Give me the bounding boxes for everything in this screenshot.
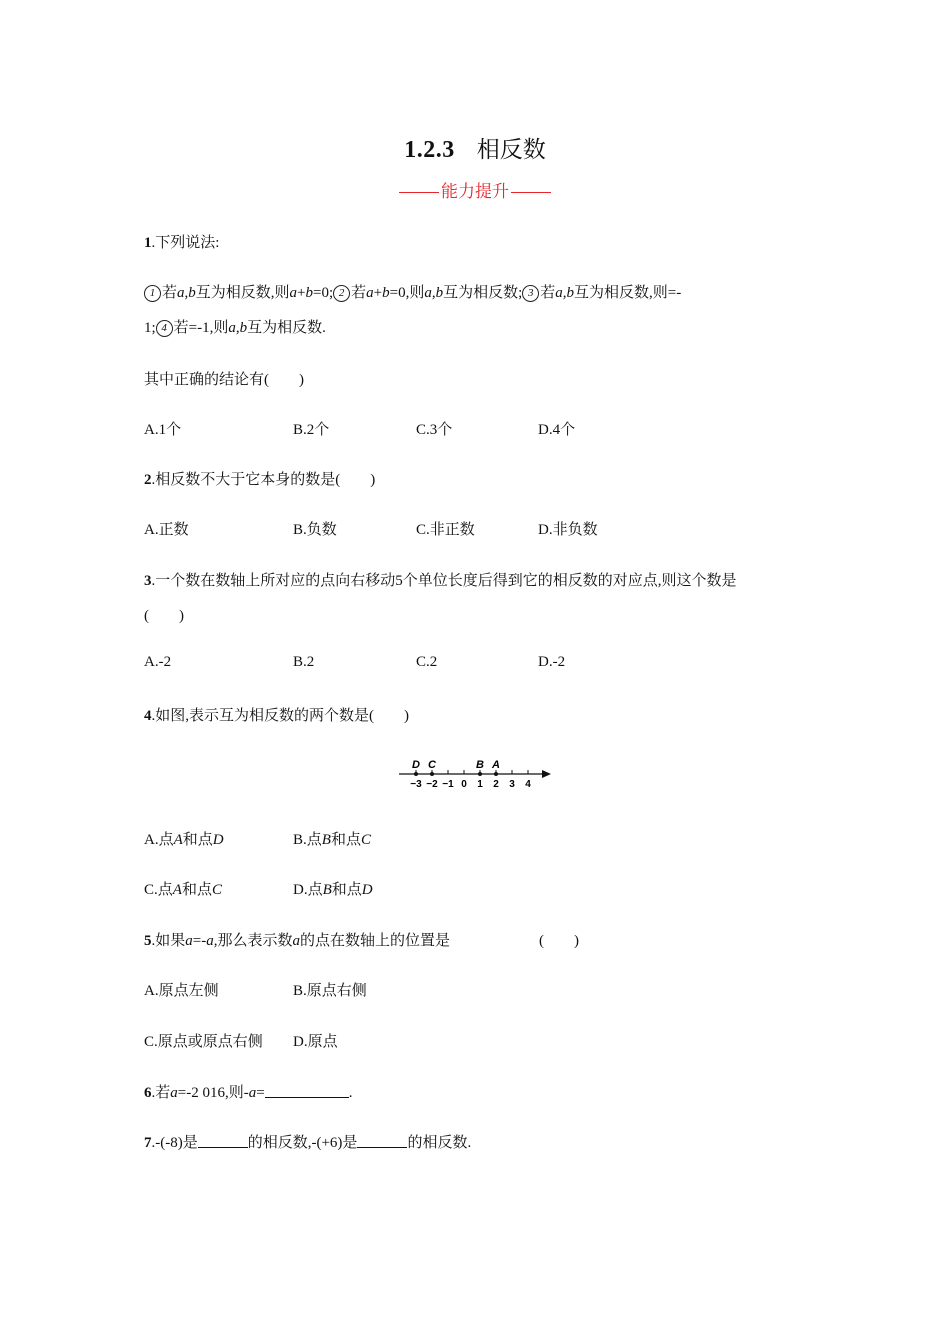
s1-text: 若 (162, 285, 178, 301)
q5-stem (144, 929, 450, 950)
q6-stem (144, 1081, 352, 1102)
section-title: 相反数 (476, 137, 546, 163)
q5-option-c[interactable]: C.原点或原点右侧 (144, 1034, 263, 1050)
var-b: b (435, 285, 444, 301)
q1-stem-text: .下列说法: (151, 235, 220, 251)
s1-end: =0; (313, 285, 334, 301)
q5-text: 的点在数轴上的位置是 (300, 933, 451, 949)
opt-text: 和点 (330, 832, 361, 848)
label-b: B (476, 759, 484, 771)
opt-text: 和点 (331, 882, 362, 898)
q7-text: 的相反数,-(+6)是 (247, 1135, 358, 1151)
q1-option-d[interactable]: D.4个 (538, 422, 576, 438)
q3-option-a[interactable]: A.-2 (144, 654, 172, 670)
q1-statements-line1 (144, 281, 681, 302)
q2-number: 2 (144, 472, 152, 488)
subtitle (0, 177, 950, 202)
tick-label: 3 (509, 779, 515, 790)
q6-end: . (348, 1085, 353, 1101)
point-d (414, 772, 418, 776)
s2-text: 若 (351, 285, 367, 301)
opt-var: C (360, 832, 371, 848)
s4-text: 若=-1,则 (173, 320, 229, 336)
s3-end: 互为相反数,则=- (574, 285, 682, 301)
point-c (430, 772, 434, 776)
q6-text: = (256, 1085, 265, 1101)
opt-text: 和点 (182, 832, 213, 848)
s4-comma: , (235, 320, 240, 336)
q5-answer-paren: ( ) (539, 933, 579, 949)
q4-option-a[interactable] (144, 828, 224, 849)
var-a: a (206, 933, 214, 949)
label-c: C (428, 759, 436, 771)
q1-number: 1 (144, 235, 152, 251)
tick-label: −1 (442, 779, 454, 790)
tick-label: 1 (477, 779, 483, 790)
var-a: a (292, 933, 300, 949)
q5-text: .如果 (151, 933, 186, 949)
q1-stem (144, 231, 219, 252)
q4-option-d[interactable] (293, 878, 373, 899)
left-rule (399, 192, 439, 193)
opt-var: B (321, 832, 331, 848)
s1-comma: , (184, 285, 189, 301)
opt-var: A (172, 882, 182, 898)
opt-var: D (212, 832, 224, 848)
opt-text: 和点 (181, 882, 212, 898)
q4-number: 4 (144, 708, 152, 724)
q5-option-d[interactable]: D.原点 (293, 1034, 338, 1050)
s2-end: 互为相反数; (443, 285, 523, 301)
var-b: b (239, 320, 248, 336)
q4-option-b[interactable] (293, 828, 371, 849)
page-title (0, 131, 950, 164)
plus-sign: + (297, 285, 306, 301)
subtitle-text: 能力提升 (441, 182, 509, 202)
q1-statements-line2 (144, 316, 326, 337)
var-a: a (555, 285, 563, 301)
circled-number-1: 1 (144, 285, 161, 302)
opt-var: C (211, 882, 222, 898)
q5-number: 5 (144, 933, 152, 949)
q2-stem (144, 468, 375, 489)
q1-option-a[interactable]: A.1个 (144, 422, 182, 438)
q2-option-b[interactable]: B.负数 (293, 522, 337, 538)
var-b: b (305, 285, 313, 301)
s4-end: 互为相反数. (247, 320, 326, 336)
var-b: b (188, 285, 196, 301)
q7-text: 的相反数. (407, 1135, 472, 1151)
circled-number-4: 4 (156, 320, 173, 337)
s1-text2: 互为相反数,则 (195, 285, 290, 301)
var-a: a (185, 933, 193, 949)
opt-var: D (361, 882, 373, 898)
s3-comma: , (562, 285, 567, 301)
label-a: A (492, 759, 500, 771)
q6-answer-blank[interactable] (265, 1085, 349, 1098)
point-a (494, 772, 498, 776)
q6-text: =-2 016,则- (177, 1085, 249, 1101)
var-a: a (228, 320, 236, 336)
q6-text: .若 (151, 1085, 171, 1101)
q4-stem (144, 704, 409, 725)
q7-text: .-(-8)是 (151, 1135, 198, 1151)
var-a: a (366, 285, 374, 301)
q2-option-d[interactable]: D.非负数 (538, 522, 598, 538)
tick-label: 2 (493, 779, 499, 790)
var-a: a (248, 1085, 257, 1101)
q3-stem-text: .一个数在数轴上所对应的点向右移动5个单位长度后得到它的相反数的对应点,则这个数是 (151, 573, 737, 589)
tick-label: −3 (410, 779, 422, 790)
axis-arrow (542, 770, 551, 778)
var-a: a (170, 1085, 178, 1101)
q5-option-a[interactable]: A.原点左侧 (144, 983, 219, 999)
opt-text: C.点 (144, 882, 173, 898)
q3-option-c[interactable]: C.2 (416, 654, 438, 670)
q5-text: ,那么表示数 (213, 933, 293, 949)
q7-answer-blank-1[interactable] (198, 1135, 248, 1148)
s3-text: 若 (540, 285, 556, 301)
q7-stem (144, 1131, 471, 1152)
s3-continued: 1; (144, 320, 156, 336)
circled-number-3: 3 (522, 285, 539, 302)
opt-text: B.点 (293, 832, 322, 848)
var-a: a (289, 285, 298, 301)
tick-label: −2 (426, 779, 438, 790)
opt-var: A (173, 832, 183, 848)
q1-option-c[interactable]: C.3个 (416, 422, 453, 438)
q6-number: 6 (144, 1085, 152, 1101)
var-b: b (566, 285, 575, 301)
var-a: a (177, 285, 185, 301)
q1-prompt: 其中正确的结论有( ) (144, 372, 304, 388)
opt-text: A.点 (144, 832, 174, 848)
plus-sign: + (373, 285, 383, 301)
q4-option-c[interactable] (144, 878, 222, 899)
q5-option-b[interactable]: B.原点右侧 (293, 983, 367, 999)
q2-option-c[interactable]: C.非正数 (416, 522, 475, 538)
opt-var: B (322, 882, 332, 898)
point-b (478, 772, 482, 776)
q3-number: 3 (144, 573, 152, 589)
label-d: D (412, 759, 420, 771)
q3-option-d[interactable]: D.-2 (538, 654, 566, 670)
q5-text: =- (192, 933, 207, 949)
s2-comma: , (431, 285, 436, 301)
q3-stem-line2: ( ) (144, 608, 184, 624)
q2-option-a[interactable]: A.正数 (144, 522, 189, 538)
q7-number: 7 (144, 1135, 152, 1151)
q7-answer-blank-2[interactable] (357, 1135, 407, 1148)
section-number: 1.2.3 (404, 137, 455, 163)
s2-text2: =0,则 (389, 285, 425, 301)
var-b: b (382, 285, 390, 301)
q3-stem (144, 569, 737, 590)
q1-option-b[interactable]: B.2个 (293, 422, 330, 438)
q2-stem-text: .相反数不大于它本身的数是( ) (151, 472, 376, 488)
circled-number-2: 2 (333, 285, 350, 302)
q3-option-b[interactable]: B.2 (293, 654, 315, 670)
right-rule (511, 192, 551, 193)
opt-text: D.点 (293, 882, 323, 898)
tick-label: 4 (525, 779, 531, 790)
var-a: a (424, 285, 432, 301)
q4-stem-text: .如图,表示互为相反数的两个数是( ) (151, 708, 409, 724)
number-line-figure (395, 753, 555, 793)
tick-label: 0 (461, 779, 467, 790)
